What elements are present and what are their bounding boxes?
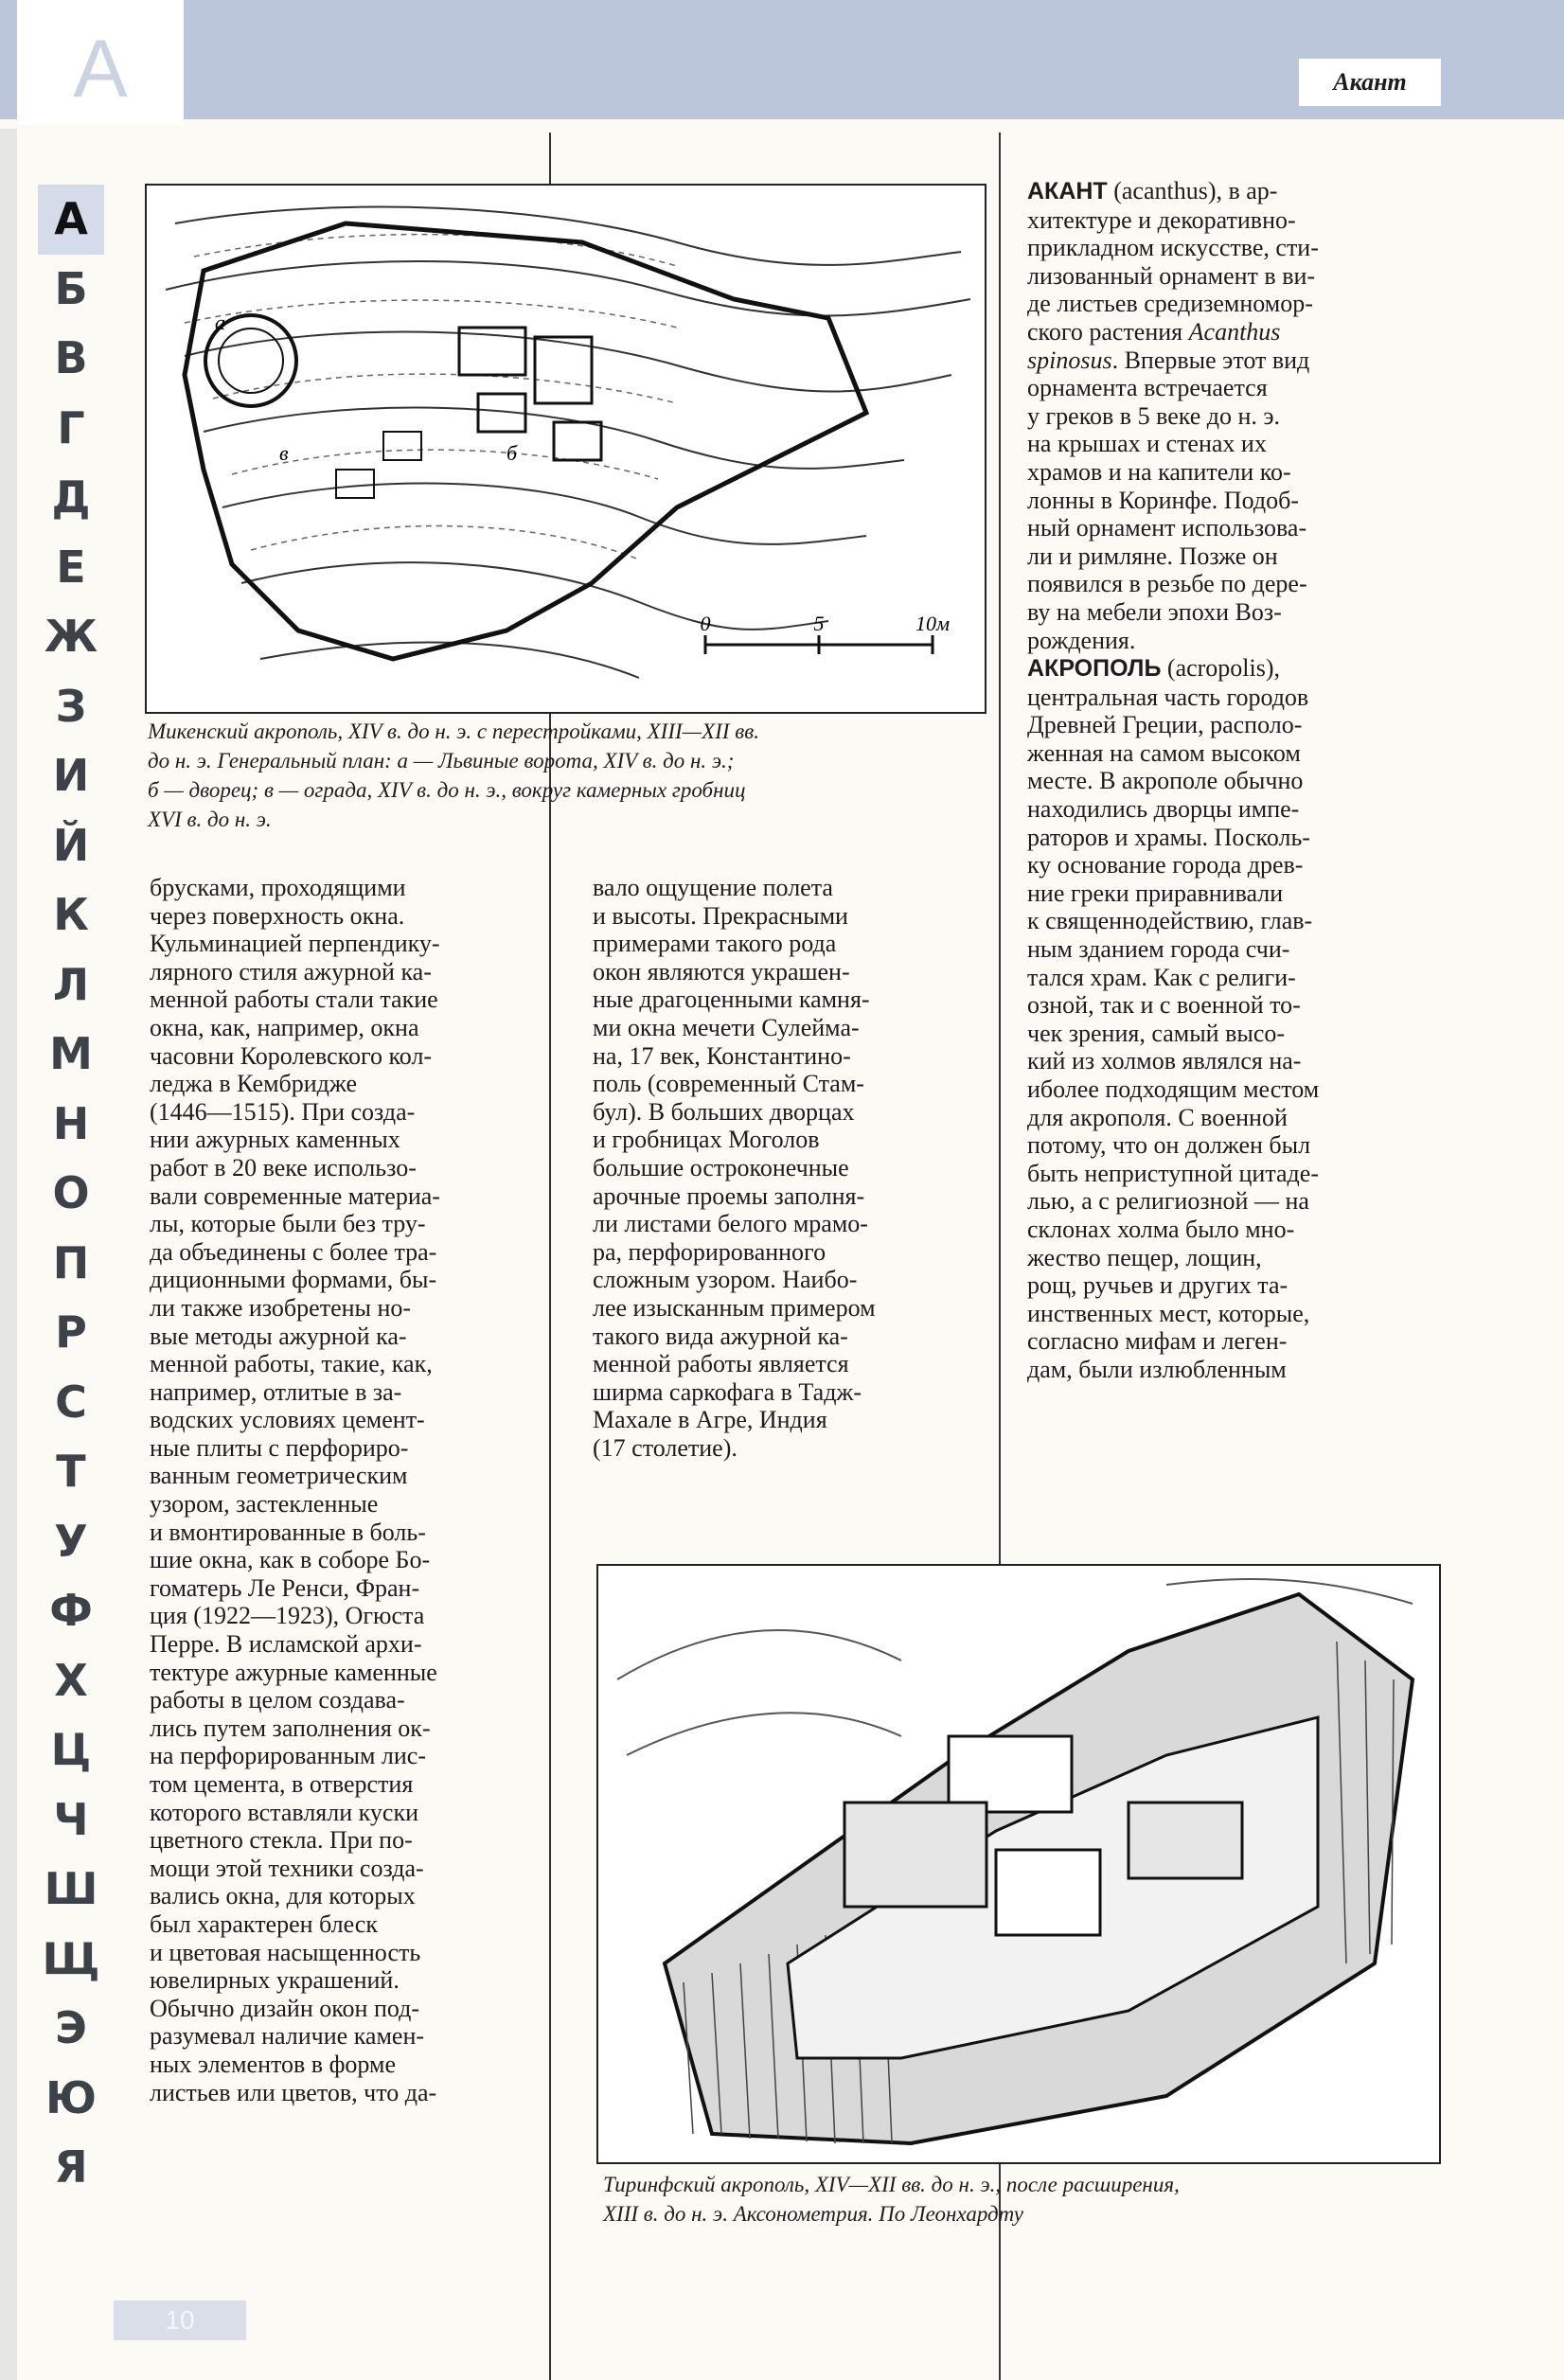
text-line: узором, застекленные [150, 1490, 379, 1519]
text-line: ным зданием города счи- [1027, 935, 1290, 964]
text-line: появился в резьбе по дере- [1027, 570, 1307, 598]
alphabet-letter: А [38, 185, 104, 255]
figure-tiryns-axonometry [596, 1564, 1441, 2164]
mycenae-plan-drawing [147, 186, 985, 712]
text-line: на, 17 век, Константино- [593, 1041, 851, 1070]
alphabet-letter: Щ [42, 1932, 100, 1984]
text-line: ние греки приравнивали [1027, 879, 1284, 907]
text-line: такого вида ажурной ка- [593, 1322, 848, 1350]
text-line: менной работы стали такие [150, 986, 438, 1014]
text-line: лью, а с религиозной — на [1027, 1187, 1309, 1216]
text-line: ли листами белого мрамо- [593, 1210, 868, 1238]
text-line: прикладном искусстве, сти- [1027, 234, 1319, 262]
text-line: на перфорированным лис- [150, 1742, 426, 1770]
text-column-1 [150, 874, 547, 2106]
header-rule [0, 119, 1564, 129]
caption-line: XIII в. до н. э. Аксонометрия. По Леонхардту [603, 2202, 1023, 2226]
entry-akropol [1027, 654, 1434, 684]
text-line: диционными формами, бы- [150, 1266, 437, 1294]
text-line: быть неприступной цитаде- [1027, 1159, 1319, 1187]
text-line: цветного стекла. При по- [150, 1826, 413, 1855]
alphabet-letter: Ш [44, 1863, 98, 1914]
entry-term-akant: АКАНТ [1027, 178, 1108, 204]
alphabet-letter: Ч [53, 1793, 89, 1845]
text-column-2 [593, 874, 995, 1462]
text-line: иболее подходящим местом [1027, 1075, 1320, 1103]
running-head: Акант [1299, 59, 1441, 106]
text-line: работ в 20 веке использо- [150, 1153, 417, 1181]
text-line: окна, как, например, окна [150, 1013, 419, 1041]
figure-mycenae-plan [145, 184, 986, 714]
text-line: лизованный орнамент в ви- [1027, 261, 1316, 290]
text-line: тался храм. Как с религи- [1027, 963, 1296, 991]
text-line: ли и римляне. Позже он [1027, 542, 1278, 570]
alphabet-letter: Б [54, 262, 88, 314]
text-line: менной работы, такие, как, [150, 1350, 433, 1378]
text-line: часовни Королевского кол- [150, 1041, 433, 1070]
text-line: чек зрения, самый высо- [1027, 1019, 1286, 1047]
text-line: сложным узором. Наибо- [593, 1266, 858, 1294]
text-line: spinosus. Впервые этот вид [1027, 346, 1310, 374]
text-line: центральная часть городов [1027, 683, 1309, 711]
text-line: находились дворцы импе- [1027, 795, 1300, 824]
text-line: ку основание города древ- [1027, 851, 1304, 879]
alphabet-letter: П [52, 1236, 90, 1288]
alphabet-index [38, 185, 104, 2203]
text-line: менной работы является [593, 1350, 849, 1378]
text-line: ву на мебели эпохи Воз- [1027, 597, 1282, 626]
alphabet-letter: Е [56, 541, 86, 593]
text-line: работы в целом создава- [150, 1686, 405, 1714]
alphabet-letter: З [55, 680, 87, 732]
text-line: лись путем заполнения ок- [150, 1714, 431, 1742]
text-line: у греков в 5 веке до н. э. [1027, 401, 1281, 430]
alphabet-letter: Ф [49, 1585, 93, 1636]
caption-line: Тиринфский акрополь, XIV—XII вв. до н. э., после расширения, [603, 2173, 1180, 2196]
alphabet-letter: Й [52, 819, 90, 871]
text-line: месте. В акрополе обычно [1027, 767, 1304, 795]
caption-line: до н. э. Генеральный план: а — Львиные ворота, XIV в. до н. э.; [148, 749, 735, 773]
caption-line: б — дворец; в — ограда, XIV в. до н. э., вокруг камерных гробниц [148, 778, 746, 802]
text-line: инственных мест, которые, [1027, 1299, 1310, 1327]
alphabet-letter: Н [52, 1097, 90, 1149]
entry-akant [1027, 177, 1434, 206]
plan-mark-a: а [215, 311, 225, 334]
text-line: лы, которые были без тру- [150, 1210, 426, 1238]
plan-mark-b: б [507, 441, 518, 465]
text-line: Обычно дизайн окон под- [150, 1994, 420, 2022]
figure-tiryns-caption [603, 2170, 1436, 2229]
text-line: которого вставляли куски [150, 1798, 418, 1826]
text-line: потому, что он должен был [1027, 1131, 1311, 1160]
entry-akant-first-line: (acanthus), в ар- [1107, 177, 1278, 204]
text-line: и вмонтированные в боль- [150, 1518, 426, 1546]
scale-label-5: 5 [813, 612, 825, 635]
text-line: де листьев средиземномор- [1027, 290, 1313, 318]
text-line: лонны в Коринфе. Подоб- [1027, 486, 1299, 514]
text-line: на крышах и стенах их [1027, 430, 1267, 458]
text-column-3 [1027, 177, 1434, 1384]
text-line: озной, так и с военной то- [1027, 991, 1301, 1020]
text-line: орнамента встречается [1027, 374, 1268, 402]
entry-akropol-first-line: (acropolis), [1161, 654, 1281, 683]
text-line: да объединены с более тра- [150, 1237, 437, 1266]
text-line: ского растения Acanthus [1027, 317, 1281, 346]
text-line: ювелирных украшений. [150, 1966, 400, 1995]
entry-akant-body [1027, 206, 1434, 655]
text-line: мощи этой техники созда- [150, 1854, 424, 1882]
tiryns-drawing [598, 1566, 1439, 2162]
text-line: ширма саркофага в Тадж- [593, 1377, 862, 1406]
text-line: большие остроконечные [593, 1153, 849, 1181]
alphabet-letter: Ж [44, 611, 98, 662]
text-line: Древней Греции, располо- [1027, 711, 1303, 739]
alphabet-letter: Э [55, 2002, 87, 2053]
alphabet-letter: Д [51, 471, 91, 523]
text-line: раторов и храмы. Посколь- [1027, 823, 1310, 851]
caption-line: XVI в. до н. э. [148, 808, 272, 831]
text-line: нии ажурных каменных [150, 1126, 400, 1154]
text-line: ванным геометрическим [150, 1462, 408, 1490]
text-line: к священнодействию, глав- [1027, 907, 1313, 935]
alphabet-letter: Ц [50, 1724, 92, 1775]
left-edge-strip [0, 0, 17, 2380]
plan-mark-c: в [279, 441, 289, 465]
text-line: Кульминацией перпендику- [150, 930, 440, 958]
text-line: согласно мифам и леген- [1027, 1327, 1288, 1356]
text-line: поль (современный Стам- [593, 1070, 864, 1098]
text-line: и цветовая насыщенность [150, 1938, 421, 1966]
text-line: ми окна мечети Сулейма- [593, 1013, 860, 1041]
text-line: арочные проемы заполня- [593, 1181, 865, 1210]
text-line: и высоты. Прекрасными [593, 901, 848, 930]
alphabet-letter: В [54, 332, 88, 383]
page-number: 10 [165, 2305, 195, 2335]
text-line: леджа в Кембридже [150, 1070, 358, 1098]
alphabet-letter: К [53, 889, 89, 940]
text-line: был характерен блеск [150, 1909, 378, 1938]
text-line: рощ, ручьев и других та- [1027, 1271, 1289, 1300]
text-line: вало ощущение полета [593, 874, 833, 901]
text-line: дам, были излюбленным [1027, 1355, 1287, 1383]
text-line: для акрополя. С военной [1027, 1103, 1288, 1131]
alphabet-letter: С [55, 1376, 87, 1428]
text-line: Махале в Агре, Индия [593, 1406, 827, 1434]
text-line: ных элементов в форме [150, 2050, 397, 2078]
text-line: склонах холма было мно- [1027, 1215, 1295, 1243]
section-letter: А [73, 24, 128, 115]
text-line: рождения. [1027, 626, 1136, 654]
text-line: жество пещер, лощин, [1027, 1243, 1262, 1271]
text-line: брусками, проходящими [150, 874, 406, 901]
entry-akropol-body [1027, 684, 1434, 1384]
text-line: гоматерь Ле Ренси, Фран- [150, 1573, 420, 1602]
text-line: бул). В больших дворцах [593, 1097, 855, 1126]
text-line: Перре. В исламской архи- [150, 1630, 422, 1659]
alphabet-letter: Т [56, 1446, 86, 1497]
alphabet-letter: У [54, 1515, 88, 1567]
text-line: вые методы ажурной ка- [150, 1322, 407, 1350]
entry-term-akropol: АКРОПОЛЬ [1027, 655, 1162, 683]
text-line: примерами такого рода [593, 930, 837, 958]
text-line: женная на самом высоком [1027, 738, 1301, 767]
scale-label-10: 10м [915, 612, 951, 635]
text-line: окон являются украшен- [593, 957, 850, 986]
text-line: разумевал наличие камен- [150, 2022, 425, 2051]
text-line: вали современные материа- [150, 1181, 440, 1210]
alphabet-letter: Я [54, 2141, 88, 2193]
alphabet-letter: И [52, 750, 90, 801]
text-line: кий из холмов являлся на- [1027, 1047, 1302, 1075]
scale-label-0: 0 [700, 612, 711, 635]
text-line: (17 столетие). [593, 1433, 738, 1462]
text-line: листьев или цветов, что да- [150, 2078, 437, 2106]
alphabet-letter: Ю [45, 2071, 97, 2123]
text-line: ный орнамент использова- [1027, 514, 1307, 542]
text-line: ли также изобретены но- [150, 1293, 412, 1322]
text-line: лярного стиля ажурной ка- [150, 957, 432, 986]
text-line: ные драгоценными камня- [593, 986, 870, 1014]
text-line: водских условиях цемент- [150, 1406, 425, 1434]
text-line: ция (1922—1923), Огюста [150, 1602, 425, 1630]
alphabet-letter: Х [54, 1654, 88, 1706]
alphabet-letter: Л [52, 958, 90, 1010]
text-line: ные плиты с перфориро- [150, 1433, 409, 1462]
alphabet-letter: О [52, 1167, 90, 1218]
text-line: и гробницах Моголов [593, 1126, 820, 1154]
text-line: том цемента, в отверстия [150, 1770, 414, 1798]
text-line: шие окна, как в соборе Бо- [150, 1546, 431, 1574]
text-line: ра, перфорированного [593, 1237, 826, 1266]
alphabet-letter: М [49, 1028, 93, 1079]
text-line: хитектуре и декоративно- [1027, 205, 1296, 234]
text-line: через поверхность окна. [150, 901, 405, 930]
text-line: храмов и на капители ко- [1027, 457, 1291, 486]
alphabet-letter: Р [55, 1306, 87, 1358]
text-line: вались окна, для которых [150, 1882, 416, 1910]
caption-line: Микенский акрополь, XIV в. до н. э. с перестройками, XIII—XII вв. [148, 719, 759, 743]
text-line: тектуре ажурные каменные [150, 1658, 437, 1686]
alphabet-letter: Г [57, 401, 85, 453]
text-line: лее изысканным примером [593, 1293, 876, 1322]
text-line: например, отлитые в за- [150, 1377, 402, 1406]
figure-mycenae-caption [148, 717, 990, 834]
text-line: (1446—1515). При созда- [150, 1097, 416, 1126]
